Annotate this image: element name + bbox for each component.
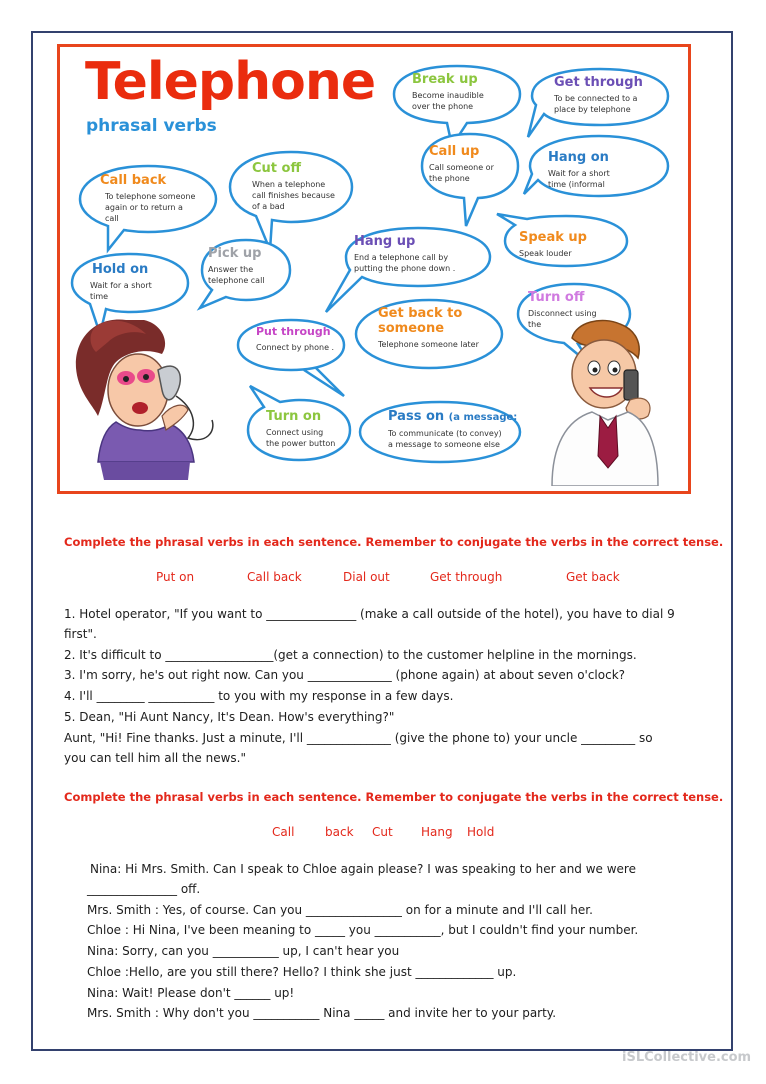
woman-on-phone-illustration	[66, 312, 226, 484]
bubble-description: Wait for a short time (informal	[548, 169, 610, 189]
bubble-heading-row	[388, 409, 522, 425]
word-bank-put-on: Put on	[156, 570, 195, 584]
bubble-break-up	[392, 64, 522, 126]
watermark: iSLCollective.com	[622, 1050, 752, 1065]
exercise-2-line: Nina: Wait! Please don't ______ up!	[87, 986, 295, 1000]
bubble-description: Call someone or the phone	[429, 163, 494, 183]
bubble-put-through	[236, 318, 346, 372]
bubble-heading: Turn on	[266, 409, 322, 424]
bubble-heading: Hang up	[354, 234, 416, 249]
word-bank-call-back: Call back	[247, 570, 302, 584]
word-bank-call: Call	[272, 825, 295, 839]
exercise-1-sentence: 5. Dean, "Hi Aunt Nancy, It's Dean. How's everything?"	[64, 710, 395, 724]
bubble-description: Answer the telephone call	[208, 265, 265, 285]
word-bank-back: back	[325, 825, 354, 839]
bubble-description: Telephone someone later	[378, 340, 479, 349]
bubble-cut-off	[228, 150, 354, 224]
bubble-hang-on	[528, 134, 670, 198]
bubble-speak-up	[503, 214, 629, 268]
bubble-get-back-to-someone	[354, 298, 504, 370]
exercise-1-sentence: you can tell him all the news."	[64, 751, 246, 765]
bubble-call-back	[78, 164, 218, 234]
bubble-heading: Break up	[412, 72, 478, 87]
exercise-2-line: Nina: Sorry, can you ___________ up, I can't hear you	[87, 944, 400, 958]
bubble-heading: Turn off	[528, 290, 585, 305]
exercise-1-sentence: 2. It's difficult to __________________(get a connection) to the customer helpline in the mornings.	[64, 648, 637, 662]
word-bank-hold: Hold	[467, 825, 495, 839]
word-bank-dial-out: Dial out	[343, 570, 390, 584]
exercise-2-instruction: Complete the phrasal verbs in each sentence. Remember to conjugate the verbs in the correct tense.	[64, 790, 724, 804]
bubble-description: Connect using the power button	[266, 428, 336, 448]
exercise-1-sentence: Aunt, "Hi! Fine thanks. Just a minute, I'll ______________ (give the phone to) your uncle _________ so	[64, 731, 653, 745]
bubble-description: Disconnect using the	[528, 309, 597, 329]
bubble-heading: Pick up	[208, 246, 262, 261]
bubble-description: Wait for a short time	[90, 281, 152, 301]
exercise-2-line: _______________ off.	[87, 882, 201, 896]
bubble-description: Speak louder	[519, 249, 572, 258]
bubble-pick-up	[200, 238, 292, 302]
exercise-2-line: Chloe :Hello, are you still there? Hello? I think she just _____________ up.	[87, 965, 517, 979]
bubble-description: To communicate (to convey) a message to someone else	[388, 429, 502, 449]
exercise-2-line: Chloe : Hi Nina, I've been meaning to _____ you ___________, but I couldn't find your number.	[87, 923, 639, 937]
exercise-1-sentence: 1. Hotel operator, "If you want to _______________ (make a call outside of the hotel), you have to dial 9	[64, 607, 675, 621]
bubble-heading: Hang on	[548, 150, 609, 165]
exercise-1-sentence: 4. I'll ________ ___________ to you with my response in a few days.	[64, 689, 454, 703]
exercise-2-line: Mrs. Smith : Yes, of course. Can you ________________ on for a minute and I'll call her.	[87, 903, 593, 917]
man-on-phone-illustration	[532, 316, 664, 486]
bubble-hold-on	[70, 252, 190, 314]
word-bank-get-back: Get back	[566, 570, 620, 584]
exercise-1-sentence: 3. I'm sorry, he's out right now. Can you ______________ (phone again) at about seven o'clock?	[64, 668, 626, 682]
exercise-1-sentence: first".	[64, 627, 97, 641]
bubble-pass-on	[358, 400, 522, 464]
bubble-heading: Call up	[429, 144, 480, 159]
word-bank-hang: Hang	[421, 825, 453, 839]
bubble-heading: Pass on	[388, 409, 445, 424]
bubble-heading: Cut off	[252, 161, 301, 176]
bubble-description: To telephone someone again or to return a call	[105, 192, 196, 223]
bubble-description: To be connected to a place by telephone	[554, 94, 638, 114]
word-bank-cut: Cut	[372, 825, 393, 839]
bubble-heading: Call back	[100, 173, 167, 188]
bubble-description: Become inaudible over the phone	[412, 91, 484, 111]
word-bank-get-through: Get through	[430, 570, 503, 584]
bubble-heading-note: (a message:	[448, 412, 518, 423]
bubble-heading: Hold on	[92, 262, 149, 277]
exercise-1-instruction: Complete the phrasal verbs in each sentence. Remember to conjugate the verbs in the correct tense.	[64, 535, 724, 549]
bubble-heading: Get back to someone	[378, 306, 463, 336]
exercise-2-line: Nina: Hi Mrs. Smith. Can I speak to Chloe again please? I was speaking to her and we were	[90, 862, 636, 876]
poster-title: Telephone	[85, 52, 376, 112]
bubble-call-up	[420, 132, 520, 200]
bubble-heading: Speak up	[519, 230, 587, 245]
bubble-description: End a telephone call by putting the phone down .	[354, 253, 456, 273]
exercise-2-line: Mrs. Smith : Why don't you ___________ Nina _____ and invite her to your party.	[87, 1006, 557, 1020]
bubble-heading: Put through	[256, 325, 331, 338]
bubble-description: When a telephone call finishes because of a bad	[252, 180, 335, 211]
bubble-description: Connect by phone .	[256, 343, 335, 352]
bubble-heading: Get through	[554, 75, 643, 90]
poster-subtitle: phrasal verbs	[86, 116, 217, 136]
bubble-hang-up	[344, 226, 492, 288]
bubble-get-through	[530, 67, 670, 127]
bubble-turn-on	[246, 398, 352, 462]
